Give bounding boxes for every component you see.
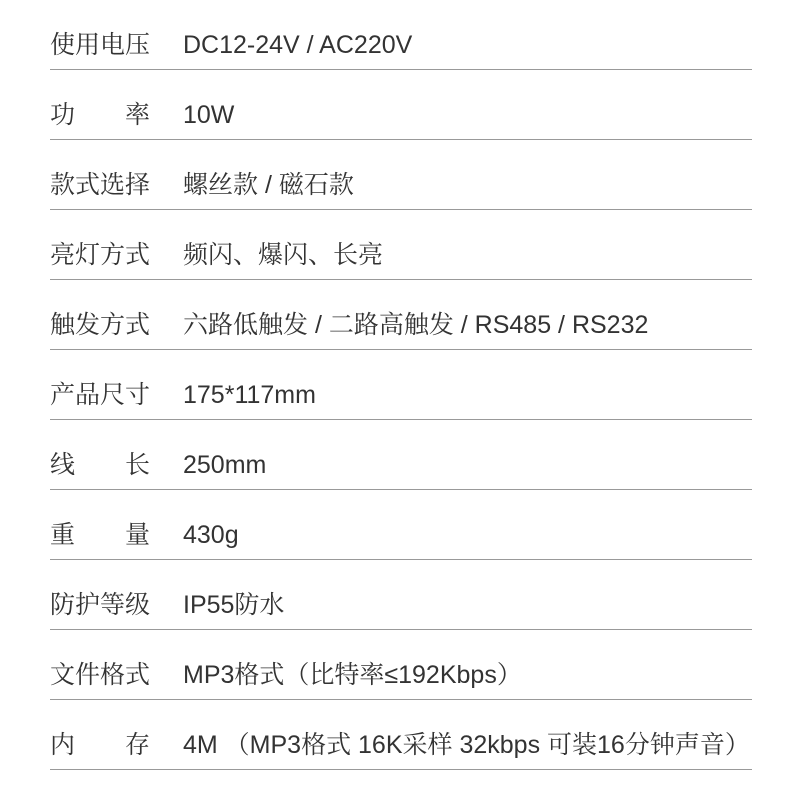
spec-row bbox=[50, 420, 752, 490]
spec-row bbox=[50, 70, 752, 140]
spec-label: 文件格式 bbox=[50, 661, 151, 689]
spec-label: 防护等级 bbox=[50, 591, 151, 619]
spec-row bbox=[50, 560, 752, 630]
spec-label: 功率 bbox=[50, 101, 150, 129]
spec-label: 款式选择 bbox=[50, 171, 151, 199]
spec-value: IP55防水 bbox=[183, 591, 285, 619]
spec-row bbox=[50, 630, 752, 700]
spec-table bbox=[50, 0, 752, 770]
spec-value: 430g bbox=[183, 521, 239, 549]
spec-value: MP3格式（比特率≤192Kbps） bbox=[183, 661, 522, 689]
spec-label: 重量 bbox=[50, 521, 150, 549]
spec-label: 使用电压 bbox=[50, 31, 151, 59]
spec-label: 内存 bbox=[50, 731, 150, 759]
spec-row bbox=[50, 490, 752, 560]
spec-value: 10W bbox=[183, 101, 235, 129]
spec-label: 产品尺寸 bbox=[50, 381, 151, 409]
spec-row bbox=[50, 210, 752, 280]
spec-row bbox=[50, 0, 752, 70]
spec-value: DC12-24V / AC220V bbox=[183, 31, 413, 59]
spec-value: 六路低触发 / 二路高触发 / RS485 / RS232 bbox=[183, 311, 649, 339]
spec-value: 螺丝款 / 磁石款 bbox=[183, 171, 354, 199]
spec-row bbox=[50, 350, 752, 420]
spec-row bbox=[50, 280, 752, 350]
spec-label: 亮灯方式 bbox=[50, 241, 151, 269]
spec-row bbox=[50, 700, 752, 770]
spec-row bbox=[50, 140, 752, 210]
spec-label: 线长 bbox=[50, 451, 150, 479]
spec-value: 频闪、爆闪、长亮 bbox=[183, 241, 384, 269]
spec-value: 4M （MP3格式 16K采样 32kbps 可装16分钟声音） bbox=[183, 731, 750, 759]
spec-value: 175*117mm bbox=[183, 381, 316, 409]
spec-label: 触发方式 bbox=[50, 311, 151, 339]
spec-value: 250mm bbox=[183, 451, 267, 479]
